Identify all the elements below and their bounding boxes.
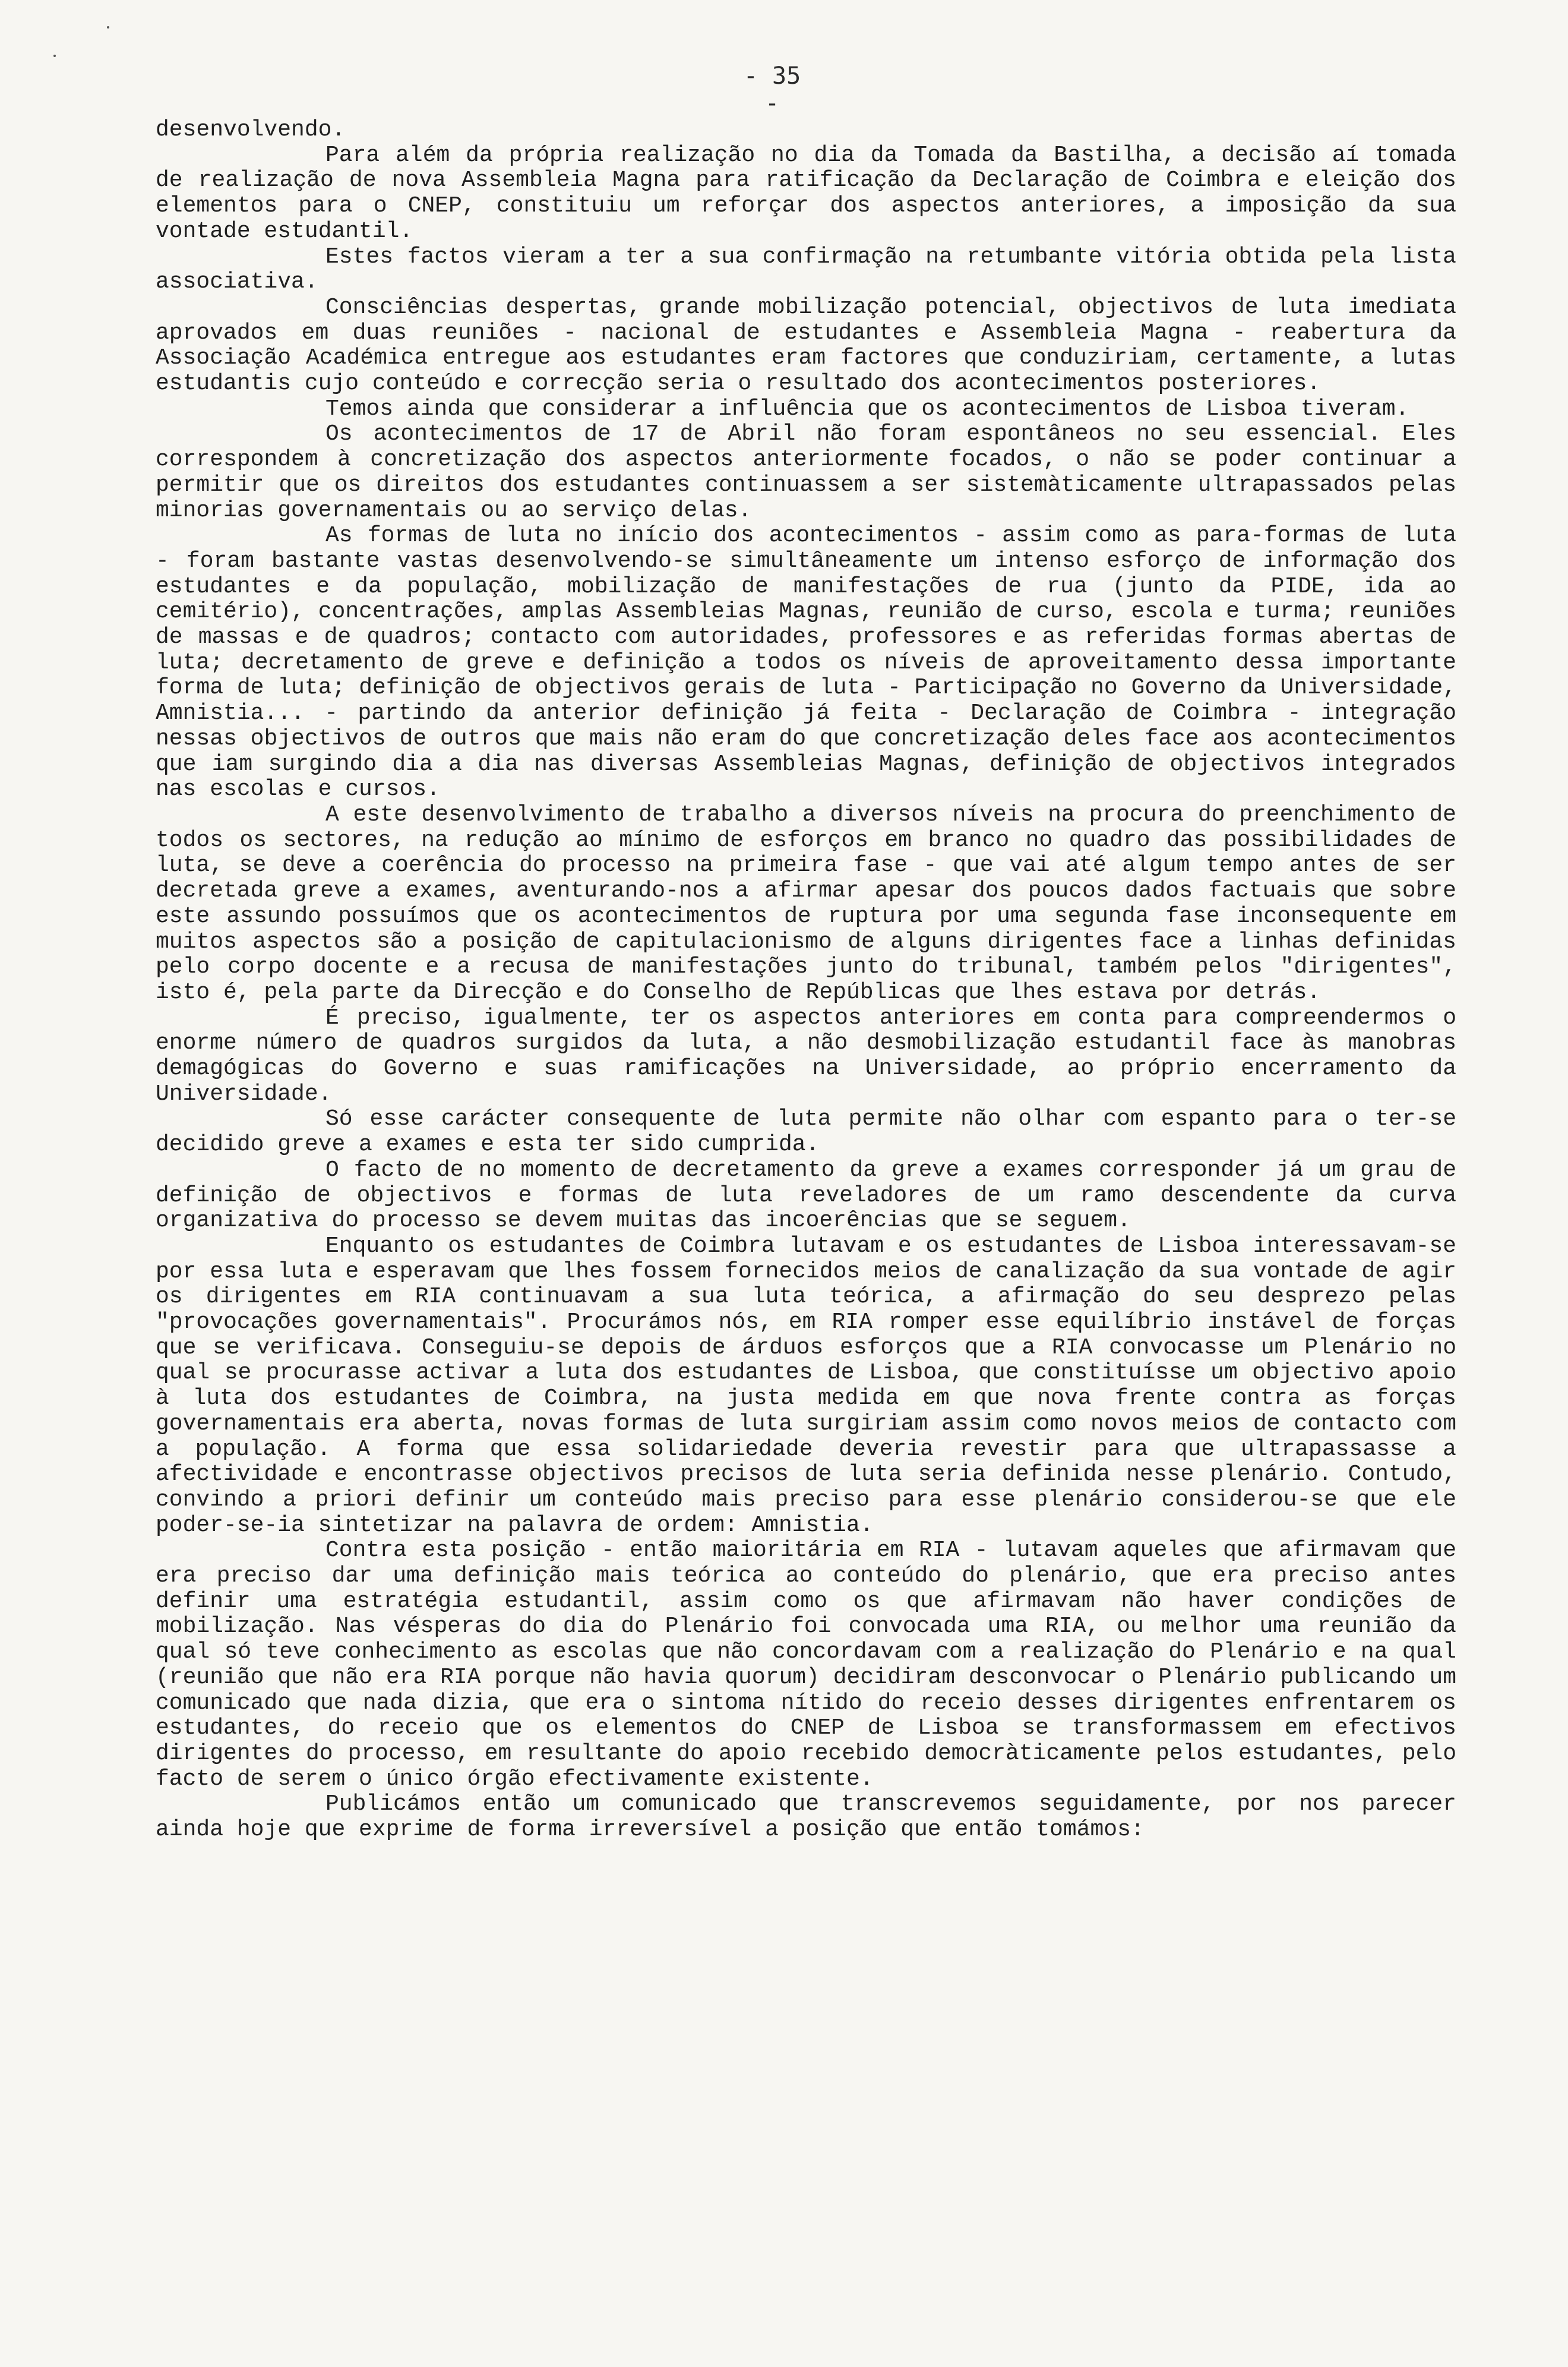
- page-number: - 35 -: [743, 62, 801, 117]
- paragraph-13: Contra esta posição - então maioritária em RIA - lutavam aqueles que afirmavam que era preciso dar uma definição mais teórica ao conteúdo do plenário, que era preciso antes definir uma estratégia estudantil, assim como os que afirmavam não haver condições de mobilização. Nas vésperas do dia do Plenário foi convocada uma RIA, ou melhor uma reunião da qual só teve conhecimento as escolas que não concordavam com a realização do Plenário e na qual (reunião que não era RIA porque não havia quorum) decidiram desconvocar o Plenário publicando um comunicado que nada dizia, que era o sintoma nítido do receio desses dirigentes enfrentarem os estudantes, do receio que os elementos do CNEP de Lisboa se transformassem em efectivos dirigentes do processo, em resultante do apoio recebido democràticamente pelos estudantes, pelo facto de serem o único órgão efectivamente existente.: [156, 1538, 1456, 1792]
- paragraph-14: Publicámos então um comunicado que transcrevemos seguidamente, por nos parecer ainda hoje que exprime de forma irreversível a posição que então tomámos:: [156, 1791, 1456, 1843]
- scan-speck: [53, 55, 56, 57]
- paragraph-7: As formas de luta no início dos acontecimentos - assim como as para-formas de luta - foram bastante vastas desenvolvendo-se simultâneamente um intenso esforço de informação dos estudantes e da população, mobilização de manifestações de rua (junto da PIDE, ida ao cemitério), concentrações, amplas Assembleias Magnas, reunião de curso, escola e turma; reuniões de massas e de quadros; contacto com autoridades, professores e as referidas formas abertas de luta; decretamento de greve e definição a todos os níveis de aproveitamento dessa importante forma de luta; definição de objectivos gerais de luta - Participação no Governo da Universidade, Amnistia... - partindo da anterior definição já feita - Declaração de Coimbra - integração nessas objectivos de outros que mais não eram do que concretização deles face aos acontecimentos que iam surgindo dia a dia nas diversas Assembleias Magnas, definição de objectivos integrados nas escolas e cursos.: [156, 523, 1456, 803]
- paragraph-2: Para além da própria realização no dia da Tomada da Bastilha, a decisão aí tomada de realização de nova Assembleia Magna para ratificação da Declaração de Coimbra e eleição dos elementos para o CNEP, constituiu um reforçar dos aspectos anteriores, a imposição da sua vontade estudantil.: [156, 142, 1456, 244]
- paragraph-9: É preciso, igualmente, ter os aspectos anteriores em conta para compreendermos o enorme número de quadros surgidos da luta, a não desmobilização estudantil face às manobras demagógicas do Governo e suas ramificações na Universidade, ao próprio encerramento da Universidade.: [156, 1005, 1456, 1107]
- paragraph-4: Consciências despertas, grande mobilização potencial, objectivos de luta imediata aprovados em duas reuniões - nacional de estudantes e Assembleia Magna - reabertura da Associação Académica entregue aos estudantes eram factores que conduziriam, certamente, a lutas estudantis cujo conteúdo e correcção seria o resultado dos acontecimentos posteriores.: [156, 294, 1456, 397]
- paragraph-5: Temos ainda que considerar a influência que os acontecimentos de Lisboa tiveram.: [325, 396, 1409, 422]
- paragraph-3: Estes factos vieram a ter a sua confirmação na retumbante vitória obtida pela lista associativa.: [156, 244, 1456, 295]
- paragraph-8: A este desenvolvimento de trabalho a diversos níveis na procura do preenchimento de todos os sectores, na redução ao mínimo de esforços em branco no quadro das possibilidades de luta, se deve a coerência do processo na primeira fase - que vai até algum tempo antes de ser decretada greve a exames, aventurando-nos a afirmar apesar dos poucos dados factuais que sobre este assundo possuímos que os acontecimentos de ruptura por uma segunda fase inconsequente em muitos aspectos são a posição de capitulacionismo de alguns dirigentes face a linhas definidas pelo corpo docente e a recusa de manifestações junto do tribunal, também pelos "dirigentes", isto é, pela parte da Direcção e do Conselho de Repúblicas que lhes estava por detrás.: [156, 801, 1456, 1005]
- scan-speck: [107, 26, 109, 29]
- paragraph-11: O facto de no momento de decretamento da greve a exames corresponder já um grau de definição de objectivos e formas de luta reveladores de um ramo descendente da curva organizativa do processo se devem muitas das incoerências que se seguem.: [156, 1157, 1456, 1234]
- body-text: [156, 118, 1456, 1843]
- paragraph-1: desenvolvendo.: [156, 117, 346, 143]
- paragraph-12: Enquanto os estudantes de Coimbra lutavam e os estudantes de Lisboa interessavam-se por essa luta e esperavam que lhes fossem fornecidos meios de canalização da sua vontade de agir os dirigentes em RIA continuavam a sua luta teórica, a afirmação do seu desprezo pelas "provocações governamentais". Procurámos nós, em RIA romper esse equilíbrio instável de forças que se verificava. Conseguiu-se depois de árduos esforços que a RIA convocasse um Plenário no qual se procurasse activar a luta dos estudantes de Lisboa, que constituísse um objectivo apoio à luta dos estudantes de Coimbra, na justa medida em que nova frente contra as forças governamentais era aberta, novas formas de luta surgiriam assim como novos meios de contacto com a população. A forma que essa solidariedade deveria revestir para que ultrapassasse a afectividade e encontrasse objectivos precisos de luta seria definida nesse plenário. Contudo, convindo a priori definir um conteúdo mais preciso para esse plenário considerou-se que ele poder-se-ia sintetizar na palavra de ordem: Amnistia.: [156, 1233, 1456, 1538]
- paragraph-10: Só esse carácter consequente de luta permite não olhar com espanto para o ter-se decidido greve a exames e esta ter sido cumprida.: [156, 1106, 1456, 1158]
- paragraph-6: Os acontecimentos de 17 de Abril não foram espontâneos no seu essencial. Eles correspondem à concretização dos aspectos anteriormente focados, o não se poder continuar a permitir que os direitos dos estudantes continuassem a ser sistemàticamente ultrapassados pelas minorias governamentais ou ao serviço delas.: [156, 421, 1456, 523]
